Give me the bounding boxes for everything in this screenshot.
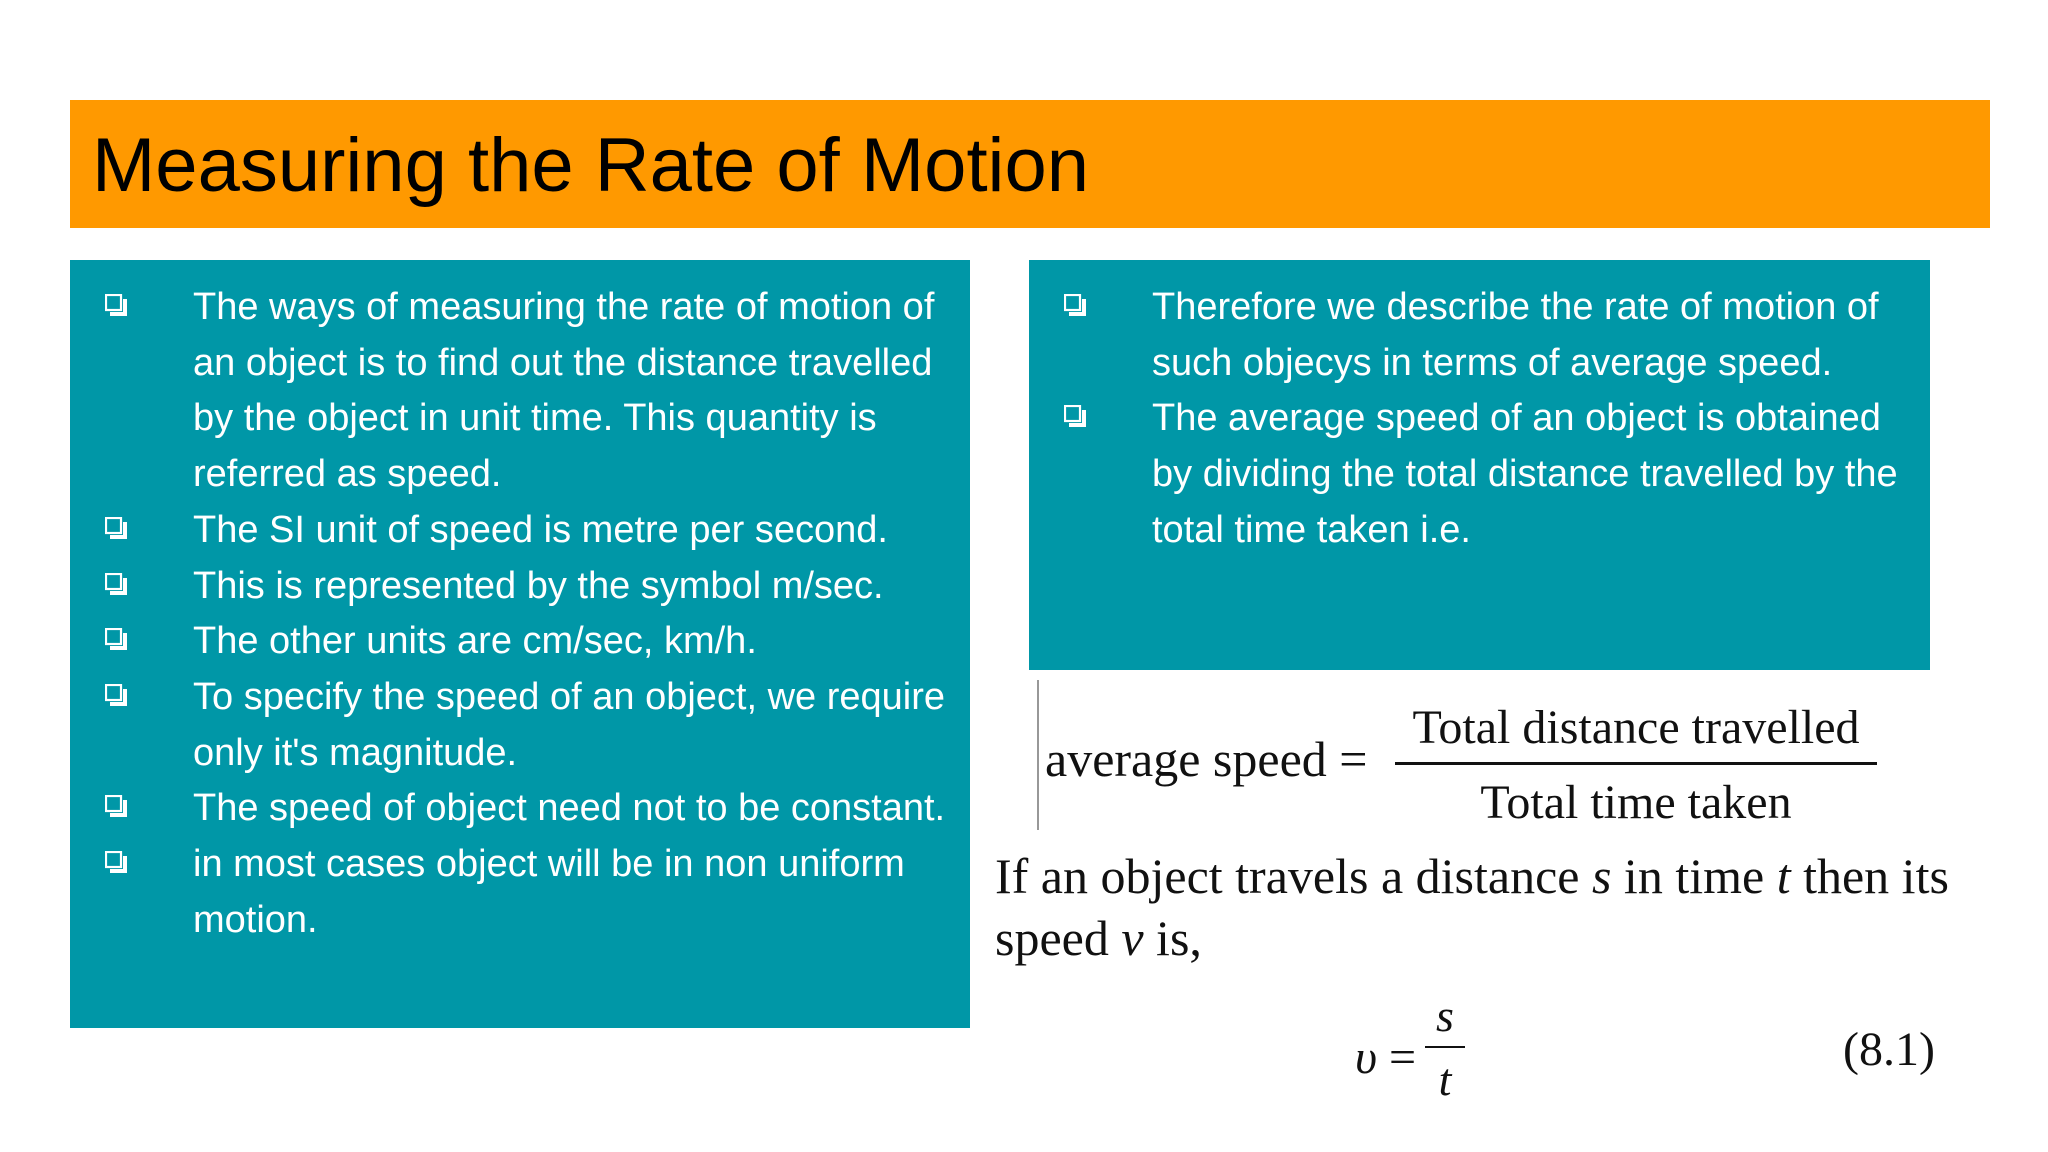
checkbox-bullet-icon: [1064, 294, 1086, 316]
bullet-text: The ways of measuring the rate of motion of an object is to find out the distance travelled by the object in unit time. This quantity is referred as speed.: [193, 286, 935, 496]
list-item: [70, 670, 950, 781]
speed-fraction: [1425, 990, 1465, 1106]
left-bullet-list: [70, 280, 950, 948]
equals-sign: =: [1377, 1031, 1417, 1084]
equation-number: (8.1): [1843, 1023, 1935, 1076]
average-speed-fraction: [1395, 700, 1877, 831]
speed-definition-sentence: [995, 845, 1975, 969]
bullet-text: This is represented by the symbol m/sec.: [193, 564, 884, 607]
list-item: [70, 559, 950, 615]
variable-v: v: [1121, 910, 1144, 966]
fraction-denominator: Total time taken: [1480, 776, 1792, 829]
list-item: [70, 280, 950, 503]
list-item: [70, 614, 950, 670]
fraction-bar: [1395, 762, 1877, 765]
title-bar: [70, 100, 1990, 228]
variable-t: t: [1776, 848, 1791, 904]
right-content-panel: [1029, 260, 1930, 670]
sentence-text: then its speed: [995, 848, 1949, 966]
fraction-bar: [1425, 1046, 1465, 1048]
sentence-text: in time: [1611, 848, 1777, 904]
checkbox-bullet-icon: [105, 684, 127, 706]
list-item: [1029, 280, 1910, 391]
slide-title: Measuring the Rate of Motion: [92, 123, 1089, 208]
speed-equation-lhs: [1355, 1030, 1416, 1085]
checkbox-bullet-icon: [105, 573, 127, 595]
list-item: [70, 503, 950, 559]
checkbox-bullet-icon: [1064, 405, 1086, 427]
bullet-text: The speed of object need not to be constant.: [193, 787, 946, 830]
variable-s: s: [1591, 848, 1612, 904]
left-content-panel: [70, 260, 970, 1028]
scan-edge-line: [1037, 680, 1043, 830]
right-bullet-list: [1029, 280, 1910, 559]
speed-symbol: υ: [1355, 1031, 1378, 1084]
checkbox-bullet-icon: [105, 628, 127, 650]
sentence-text: If an object travels a distance: [995, 848, 1592, 904]
fraction-denominator: t: [1438, 1054, 1452, 1105]
bullet-text: The average speed of an object is obtained by dividing the total distance travelled by the total time taken i.e.: [1152, 397, 1898, 551]
bullet-text: in most cases object will be in non uniform motion.: [193, 843, 905, 941]
checkbox-bullet-icon: [105, 851, 127, 873]
fraction-numerator: s: [1436, 990, 1454, 1041]
list-item: [70, 781, 950, 837]
bullet-text: The SI unit of speed is metre per second.: [193, 508, 888, 551]
list-item: [70, 837, 950, 948]
list-item: [1029, 391, 1910, 558]
formula-image-area: [985, 670, 1985, 1140]
bullet-text: Therefore we describe the rate of motion of such objecys in terms of average speed.: [1152, 286, 1879, 384]
checkbox-bullet-icon: [105, 795, 127, 817]
average-speed-label: average speed =: [1045, 731, 1368, 787]
bullet-text: To specify the speed of an object, we require only it's magnitude.: [193, 675, 946, 774]
checkbox-bullet-icon: [105, 517, 127, 539]
bullet-text: The other units are cm/sec, km/h.: [193, 620, 757, 663]
checkbox-bullet-icon: [105, 294, 127, 316]
fraction-numerator: Total distance travelled: [1412, 701, 1860, 754]
sentence-text: is,: [1143, 910, 1202, 966]
